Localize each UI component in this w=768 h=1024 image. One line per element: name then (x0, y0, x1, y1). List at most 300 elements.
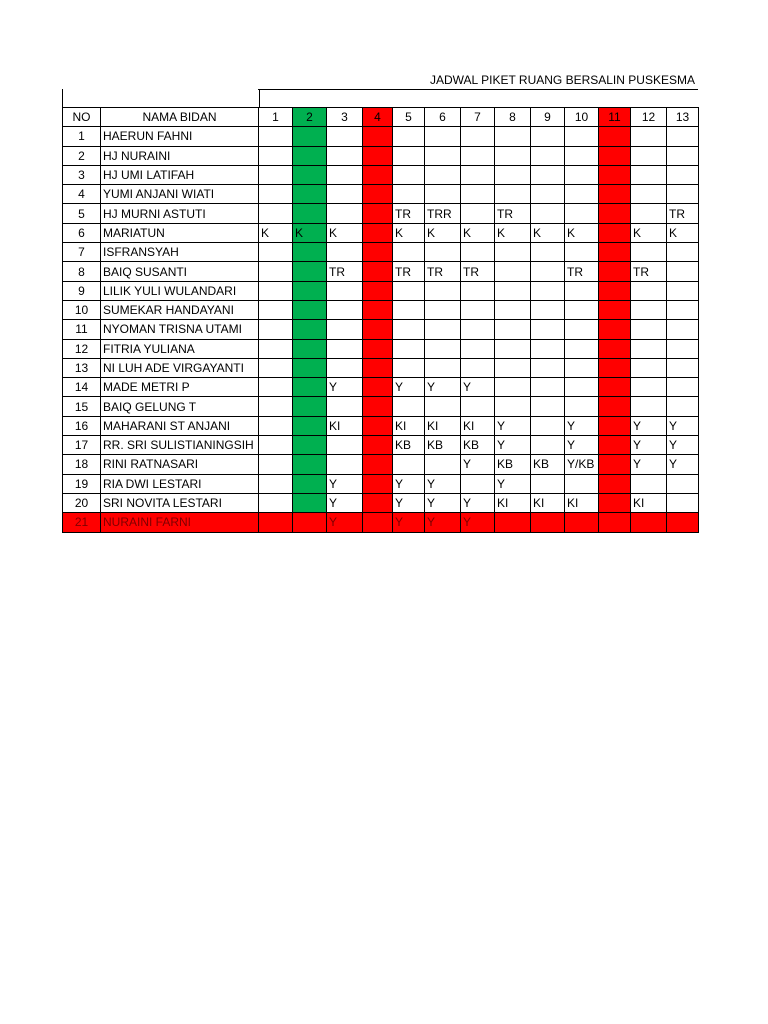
duty-cell (599, 358, 631, 377)
duty-cell (393, 358, 425, 377)
duty-cell (599, 262, 631, 281)
duty-cell: K (565, 223, 599, 242)
duty-schedule-table (62, 107, 699, 533)
duty-cell (363, 416, 393, 435)
duty-cell (667, 378, 699, 397)
duty-cell (293, 416, 327, 435)
duty-cell (425, 358, 461, 377)
header-row (63, 108, 699, 127)
duty-cell (293, 455, 327, 474)
duty-cell (565, 127, 599, 146)
duty-cell (667, 146, 699, 165)
duty-cell (599, 320, 631, 339)
duty-cell (667, 185, 699, 204)
header-day: 5 (393, 108, 425, 127)
duty-cell (599, 146, 631, 165)
duty-cell (461, 204, 495, 223)
duty-cell (363, 513, 393, 532)
duty-cell (631, 358, 667, 377)
midwife-name: MARIATUN (101, 223, 259, 242)
row-number: 15 (63, 397, 101, 416)
table-row (63, 262, 699, 281)
duty-cell (599, 339, 631, 358)
duty-cell (259, 204, 293, 223)
duty-cell: TRR (425, 204, 461, 223)
duty-cell (631, 185, 667, 204)
duty-cell (259, 378, 293, 397)
duty-cell (259, 416, 293, 435)
duty-cell (363, 493, 393, 512)
duty-cell (293, 513, 327, 532)
duty-cell (461, 300, 495, 319)
duty-cell (393, 281, 425, 300)
duty-cell (667, 281, 699, 300)
duty-cell: K (461, 223, 495, 242)
duty-cell (293, 204, 327, 223)
duty-cell (565, 378, 599, 397)
duty-cell (259, 146, 293, 165)
table-row (63, 513, 699, 532)
duty-cell: Y (461, 513, 495, 532)
duty-cell (495, 243, 531, 262)
duty-cell (259, 339, 293, 358)
duty-cell: K (327, 223, 363, 242)
duty-cell (565, 185, 599, 204)
duty-cell (363, 127, 393, 146)
duty-cell (631, 243, 667, 262)
duty-cell: KI (461, 416, 495, 435)
duty-cell (461, 339, 495, 358)
duty-cell (667, 493, 699, 512)
midwife-name: RIA DWI LESTARI (101, 474, 259, 493)
duty-cell: Y (425, 493, 461, 512)
duty-cell (363, 455, 393, 474)
duty-cell (259, 185, 293, 204)
duty-cell (667, 339, 699, 358)
duty-cell (293, 436, 327, 455)
duty-cell (565, 397, 599, 416)
row-number: 5 (63, 204, 101, 223)
duty-cell (495, 127, 531, 146)
duty-cell (293, 243, 327, 262)
duty-cell (667, 397, 699, 416)
table-row (63, 436, 699, 455)
duty-cell (327, 436, 363, 455)
duty-cell (425, 320, 461, 339)
table-row (63, 358, 699, 377)
table-row (63, 281, 699, 300)
duty-cell: Y (461, 493, 495, 512)
duty-cell (599, 513, 631, 532)
duty-cell (363, 378, 393, 397)
duty-cell: Y (461, 378, 495, 397)
duty-cell: Y (393, 378, 425, 397)
duty-cell (363, 436, 393, 455)
duty-cell (599, 493, 631, 512)
duty-cell (363, 185, 393, 204)
midwife-name: MAHARANI ST ANJANI (101, 416, 259, 435)
duty-cell: Y (327, 378, 363, 397)
duty-cell (495, 397, 531, 416)
header-day: 3 (327, 108, 363, 127)
duty-cell (667, 358, 699, 377)
duty-cell: TR (667, 204, 699, 223)
duty-cell (327, 339, 363, 358)
midwife-name: NURAINI FARNI (101, 513, 259, 532)
header-spacer (62, 89, 260, 108)
duty-cell: Y (565, 416, 599, 435)
duty-cell (631, 513, 667, 532)
table-row (63, 146, 699, 165)
duty-cell (565, 165, 599, 184)
duty-cell: KI (393, 416, 425, 435)
duty-cell (393, 320, 425, 339)
duty-cell (259, 165, 293, 184)
duty-cell (599, 165, 631, 184)
duty-cell (667, 243, 699, 262)
table-row (63, 416, 699, 435)
duty-cell (363, 165, 393, 184)
duty-cell (495, 300, 531, 319)
row-number: 12 (63, 339, 101, 358)
duty-cell (599, 185, 631, 204)
duty-cell (363, 358, 393, 377)
duty-cell (393, 146, 425, 165)
duty-cell: TR (425, 262, 461, 281)
duty-cell (599, 243, 631, 262)
duty-cell (393, 339, 425, 358)
midwife-name: ISFRANSYAH (101, 243, 259, 262)
row-number: 17 (63, 436, 101, 455)
header-day: 9 (531, 108, 565, 127)
duty-cell (599, 300, 631, 319)
duty-cell (461, 474, 495, 493)
duty-cell: TR (631, 262, 667, 281)
duty-cell: KI (425, 416, 461, 435)
duty-cell (531, 513, 565, 532)
duty-cell (259, 281, 293, 300)
duty-cell (461, 281, 495, 300)
duty-cell: KB (461, 436, 495, 455)
duty-cell: Y/KB (565, 455, 599, 474)
table-row (63, 397, 699, 416)
header-day: 2 (293, 108, 327, 127)
duty-cell (327, 300, 363, 319)
row-number: 13 (63, 358, 101, 377)
duty-cell: Y (393, 474, 425, 493)
duty-cell (531, 185, 565, 204)
duty-cell (495, 513, 531, 532)
duty-cell: K (425, 223, 461, 242)
table-row (63, 474, 699, 493)
duty-cell (565, 243, 599, 262)
row-number: 16 (63, 416, 101, 435)
duty-cell (599, 281, 631, 300)
sheet-title: JADWAL PIKET RUANG BERSALIN PUSKESMA (430, 73, 695, 87)
duty-cell (599, 416, 631, 435)
row-number: 6 (63, 223, 101, 242)
duty-cell (631, 339, 667, 358)
duty-cell: Y (425, 513, 461, 532)
duty-cell (259, 243, 293, 262)
duty-cell (631, 165, 667, 184)
duty-cell (461, 243, 495, 262)
duty-cell (327, 358, 363, 377)
duty-cell: TR (327, 262, 363, 281)
duty-cell (393, 127, 425, 146)
header-day: 7 (461, 108, 495, 127)
midwife-name: RINI RATNASARI (101, 455, 259, 474)
duty-cell (667, 300, 699, 319)
duty-cell (531, 474, 565, 493)
duty-cell (363, 300, 393, 319)
duty-cell (531, 378, 565, 397)
duty-cell (667, 320, 699, 339)
duty-cell: Y (565, 436, 599, 455)
table-row (63, 223, 699, 242)
duty-cell (293, 300, 327, 319)
header-day: 10 (565, 108, 599, 127)
duty-cell (599, 474, 631, 493)
duty-cell: K (393, 223, 425, 242)
duty-cell (363, 204, 393, 223)
duty-cell (631, 281, 667, 300)
duty-cell: Y (495, 474, 531, 493)
table-row (63, 300, 699, 319)
duty-cell: TR (461, 262, 495, 281)
duty-cell: Y (327, 493, 363, 512)
row-number: 7 (63, 243, 101, 262)
duty-cell (531, 262, 565, 281)
duty-cell: Y (461, 455, 495, 474)
midwife-name: SUMEKAR HANDAYANI (101, 300, 259, 319)
duty-cell (363, 223, 393, 242)
duty-cell (293, 474, 327, 493)
duty-cell (363, 474, 393, 493)
duty-cell (461, 165, 495, 184)
duty-cell (531, 165, 565, 184)
duty-cell: KI (631, 493, 667, 512)
duty-cell (425, 165, 461, 184)
duty-cell: Y (667, 455, 699, 474)
row-number: 3 (63, 165, 101, 184)
row-number: 10 (63, 300, 101, 319)
duty-cell (293, 281, 327, 300)
duty-cell (495, 146, 531, 165)
duty-cell: TR (393, 204, 425, 223)
duty-cell (327, 243, 363, 262)
midwife-name: LILIK YULI WULANDARI (101, 281, 259, 300)
duty-cell (531, 281, 565, 300)
duty-cell (293, 320, 327, 339)
duty-cell (565, 204, 599, 223)
header-no: NO (63, 108, 101, 127)
duty-cell (599, 378, 631, 397)
duty-cell: K (259, 223, 293, 242)
duty-cell (293, 262, 327, 281)
duty-cell (425, 127, 461, 146)
duty-cell (495, 185, 531, 204)
duty-cell: KI (565, 493, 599, 512)
duty-cell (259, 262, 293, 281)
midwife-name: HJ NURAINI (101, 146, 259, 165)
duty-cell (565, 358, 599, 377)
duty-cell: Y (425, 474, 461, 493)
midwife-name: HJ UMI LATIFAH (101, 165, 259, 184)
duty-cell (363, 281, 393, 300)
row-number: 1 (63, 127, 101, 146)
duty-cell (631, 204, 667, 223)
duty-cell (461, 127, 495, 146)
duty-cell (599, 436, 631, 455)
duty-cell (293, 185, 327, 204)
duty-cell (327, 185, 363, 204)
duty-cell (425, 455, 461, 474)
midwife-name: NYOMAN TRISNA UTAMI (101, 320, 259, 339)
duty-cell (363, 146, 393, 165)
duty-cell (531, 436, 565, 455)
duty-cell (565, 474, 599, 493)
duty-cell: Y (327, 513, 363, 532)
duty-cell: Y (425, 378, 461, 397)
duty-cell (631, 378, 667, 397)
duty-cell (667, 513, 699, 532)
duty-cell (531, 358, 565, 377)
duty-cell (293, 165, 327, 184)
duty-cell (293, 146, 327, 165)
duty-cell (363, 320, 393, 339)
duty-cell: KB (393, 436, 425, 455)
duty-cell (495, 281, 531, 300)
duty-cell (293, 358, 327, 377)
table-row (63, 378, 699, 397)
duty-cell (565, 320, 599, 339)
duty-cell (667, 262, 699, 281)
duty-cell: KB (495, 455, 531, 474)
duty-cell (495, 358, 531, 377)
duty-cell (495, 320, 531, 339)
duty-cell (327, 146, 363, 165)
midwife-name: BAIQ SUSANTI (101, 262, 259, 281)
duty-cell (293, 127, 327, 146)
duty-cell (599, 223, 631, 242)
midwife-name: MADE METRI P (101, 378, 259, 397)
duty-cell (393, 243, 425, 262)
header-day: 13 (667, 108, 699, 127)
duty-cell (531, 339, 565, 358)
duty-cell (327, 455, 363, 474)
duty-cell (531, 320, 565, 339)
duty-cell (363, 243, 393, 262)
table-row (63, 320, 699, 339)
row-number: 2 (63, 146, 101, 165)
duty-cell (631, 320, 667, 339)
row-number: 19 (63, 474, 101, 493)
duty-cell (327, 281, 363, 300)
duty-cell (393, 165, 425, 184)
duty-cell (363, 339, 393, 358)
duty-cell (327, 320, 363, 339)
midwife-name: HAERUN FAHNI (101, 127, 259, 146)
duty-cell (631, 127, 667, 146)
midwife-name: RR. SRI SULISTIANINGSIH (101, 436, 259, 455)
midwife-name: YUMI ANJANI WIATI (101, 185, 259, 204)
table-row (63, 455, 699, 474)
duty-cell: K (531, 223, 565, 242)
duty-cell (531, 397, 565, 416)
duty-cell (259, 300, 293, 319)
duty-cell (565, 300, 599, 319)
duty-cell (425, 300, 461, 319)
duty-cell: K (631, 223, 667, 242)
duty-cell (363, 397, 393, 416)
duty-cell (425, 243, 461, 262)
duty-cell (531, 243, 565, 262)
duty-cell (425, 146, 461, 165)
duty-cell (495, 378, 531, 397)
duty-cell (461, 320, 495, 339)
duty-cell (667, 474, 699, 493)
duty-cell (327, 127, 363, 146)
midwife-name: FITRIA YULIANA (101, 339, 259, 358)
duty-cell (599, 397, 631, 416)
duty-cell (461, 146, 495, 165)
duty-cell (425, 185, 461, 204)
duty-cell: Y (631, 455, 667, 474)
duty-cell: TR (495, 204, 531, 223)
midwife-name: SRI NOVITA LESTARI (101, 493, 259, 512)
duty-cell: KI (495, 493, 531, 512)
duty-cell (667, 127, 699, 146)
duty-cell (599, 127, 631, 146)
table-row (63, 493, 699, 512)
midwife-name: NI LUH ADE VIRGAYANTI (101, 358, 259, 377)
header-day: 8 (495, 108, 531, 127)
duty-cell (565, 513, 599, 532)
duty-cell (461, 358, 495, 377)
duty-cell (425, 339, 461, 358)
row-number: 8 (63, 262, 101, 281)
duty-cell (461, 185, 495, 204)
duty-cell (259, 436, 293, 455)
duty-cell: KB (425, 436, 461, 455)
duty-cell (259, 320, 293, 339)
duty-cell (259, 493, 293, 512)
duty-cell (293, 397, 327, 416)
duty-cell: Y (667, 416, 699, 435)
table-row (63, 165, 699, 184)
duty-cell: KB (531, 455, 565, 474)
duty-cell: K (667, 223, 699, 242)
duty-cell (531, 146, 565, 165)
row-number: 18 (63, 455, 101, 474)
row-number: 21 (63, 513, 101, 532)
duty-cell (259, 397, 293, 416)
header-day: 11 (599, 108, 631, 127)
duty-cell: Y (327, 474, 363, 493)
duty-cell (259, 474, 293, 493)
duty-cell (259, 127, 293, 146)
duty-cell: Y (393, 513, 425, 532)
duty-cell: KI (327, 416, 363, 435)
duty-cell: TR (565, 262, 599, 281)
duty-cell (495, 339, 531, 358)
duty-cell: K (495, 223, 531, 242)
duty-cell (393, 185, 425, 204)
duty-cell (363, 262, 393, 281)
duty-cell (631, 474, 667, 493)
duty-cell (293, 339, 327, 358)
